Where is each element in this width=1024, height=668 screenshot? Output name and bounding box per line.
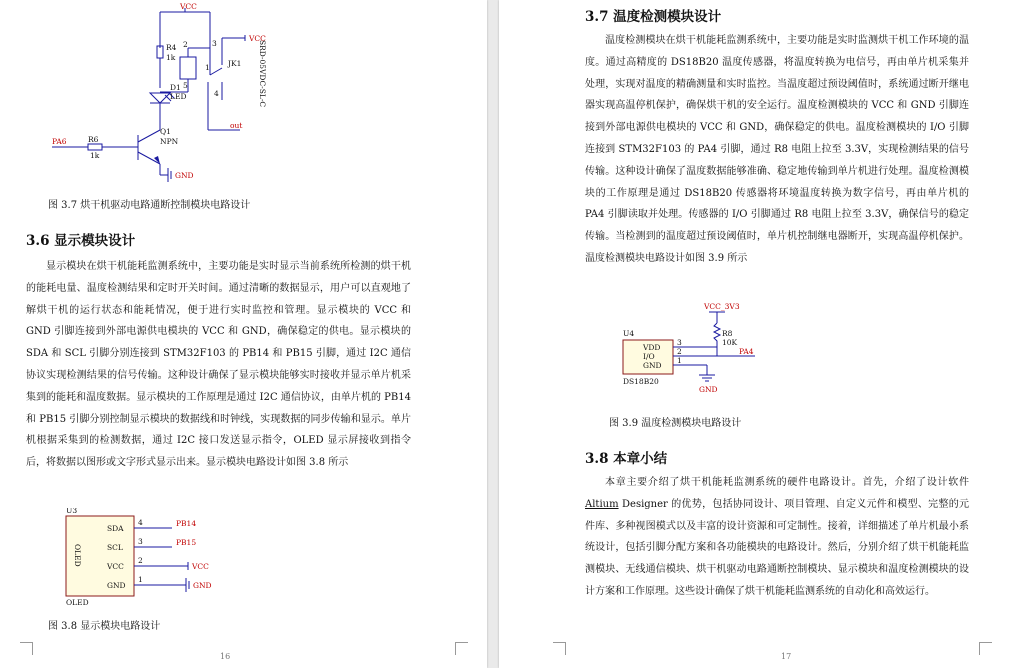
gnd-label: GND (175, 171, 194, 180)
summary-text-start: 本章主要介绍了烘干机能耗监测系统的硬件电路设计。首先，介绍了设计软件 (605, 477, 969, 488)
d1-label: D1 (170, 83, 181, 92)
section37-heading: 3.7 温度检测模块设计 (585, 9, 722, 25)
pin-num-4: 4 (138, 518, 143, 527)
oled-vertical-label: OLED (73, 544, 82, 567)
crop-mark (553, 642, 566, 655)
fig39-caption: 图 3.9 温度检测模块电路设计 (609, 418, 742, 429)
pin-num-1: 1 (138, 575, 143, 584)
pin-5: 5 (183, 81, 188, 90)
pin-4: 4 (214, 89, 219, 98)
page-number: 17 (781, 652, 792, 661)
pin-gnd: GND (643, 361, 662, 370)
gnd-net: GND (193, 581, 212, 590)
r4-label: R4 (166, 43, 177, 52)
pin-sda: SDA (107, 524, 124, 533)
pin-num-3: 3 (138, 537, 143, 546)
section36-paragraph: 显示模块在烘干机能耗监测系统中，主要功能是实时显示当前系统所检测的烘干机的能耗电量、温度检测结果和定时开关时间。通过清晰的数据显示，用户可以直观地了解烘干机的运行状态和能耗情况，便于进行实时监控和管理。显示模块的 VCC 和 GND 引脚连接到外部电源供电模块的 VCC 和 GND，确保稳定的供电。显示模块的 SDA 和 SCL 引脚分别连接到 STM32F103 的 PB14 和 PB15 引脚，通过 I2C 通信协议实现检测结果的信号传输。这种设计确保了显示模块能够实时接收并显示单片机采集到的能耗和温度数据。显示模块的工作原理是通过 I2C 通信协议，由单片机的 PB14 和 PB15 引脚分别控制显示模块的数据线和时钟线，实现数据的同步传输和显示。单片机根据采集到的检测数据，通过 I2C 接口发送显示指令，OLED 显示屏接收到指令后，将数据以图形或文字形式显示出来。显示模块电路设计如图 3.8 所示 (26, 261, 411, 469)
relay-driver-schematic (0, 0, 487, 195)
crop-mark (979, 642, 992, 655)
pb14-net: PB14 (176, 519, 197, 528)
vcc-net: VCC (192, 562, 209, 571)
page-17 (499, 0, 1024, 668)
page-number: 16 (220, 652, 231, 661)
vcc33-net: VCC_3V3 (704, 302, 740, 311)
jk1-label: JK1 (228, 59, 242, 68)
npn-label: NPN (160, 137, 179, 146)
pin-num-1: 1 (677, 356, 682, 365)
ds18b20-schematic (499, 298, 1024, 398)
r6-label: R6 (88, 135, 99, 144)
section38-heading: 3.8 本章小结 (585, 451, 668, 467)
pin-vcc: VCC (107, 562, 124, 571)
section37-paragraph: 温度检测模块在烘干机能耗监测系统中，主要功能是实时监测烘干机工作环境的温度。通过高精度的 DS18B20 温度传感器，将温度转换为电信号，再由单片机采集并处理，实现对温度的精确测量和实时监控。当温度超过预设阈值时，系统通过断开继电器实现高温停机保护，确保烘干机的安全运行。温度检测模块的 VCC 和 GND 引脚连接到外部电源供电模块的 VCC 和 GND，确保稳定的供电。温度检测模块的 I/O 引脚连接到 STM32F103 的 PA4 引脚，通过 R8 电阻上拉至 3.3V，实现检测结果的信号传输。这种设计确保了温度数据能够准确、稳定地传输到单片机进行处理。温度检测模块的工作原理是通过 DS18B20 传感器将环境温度转换为数字信号，再由单片机的 PA4 引脚读取并处理。传感器的 I/O 引脚通过 R8 电阻上拉至 3.3V，确保信号的稳定传输。当检测到的温度超过预设阈值时，单片机控制继电器断开，实现高温停机保护。温度检测模块电路设计如图 3.9 所示 (585, 35, 969, 264)
pin-num-3: 3 (677, 338, 682, 347)
oled-bottom-label: OLED (66, 598, 89, 607)
pa6-label: PA6 (52, 137, 67, 146)
vcc2-label: VCC (249, 34, 266, 43)
u3-label: U3 (66, 508, 78, 515)
summary-text-rest: Designer 的优势，包括协同设计、项目管理、自定义元件和模型、完整的元件库、多种视图模式以及丰富的设计资源和可定制性。接着，详细描述了单片机最小系统设计，包括引脚分配方案和各功能模块的电路设计。然后，分别介绍了烘干机能耗监测模块、无线通信模块、烘干机驱动电路通断控制模块、显示模块和温度检测模块的设计方案和工作原理。这些设计确保了烘干机能耗监测系统的自动化和高效运行。 (585, 498, 969, 597)
page-16 (0, 0, 487, 668)
pb15-net: PB15 (176, 538, 197, 547)
altium-link[interactable]: Altium (585, 498, 619, 510)
section38-paragraph (585, 472, 969, 603)
r6-value: 1k (90, 151, 100, 160)
crop-mark (455, 642, 468, 655)
vcc-label: VCC (180, 2, 197, 11)
r8-value: 10K (722, 338, 738, 347)
pin-scl: SCL (107, 543, 123, 552)
relay-model: SRD-05VDC-SL-C (258, 40, 267, 108)
fig37-caption: 图 3.7 烘干机驱动电路通断控制模块电路设计 (48, 200, 251, 211)
led-label: LED (170, 92, 187, 101)
out-label: out (230, 121, 243, 130)
r8-label: R8 (722, 329, 733, 338)
fig38-caption: 图 3.8 显示模块电路设计 (48, 621, 161, 632)
pa4-net: PA4 (739, 347, 754, 356)
pin-1: 1 (205, 63, 210, 72)
oled-schematic (0, 508, 487, 608)
pin-vdd: VDD (643, 343, 661, 352)
crop-mark (20, 642, 33, 655)
pin-3: 3 (212, 39, 217, 48)
gnd-net: GND (699, 385, 718, 394)
q1-label: Q1 (160, 127, 171, 136)
u4-label: U4 (623, 329, 635, 338)
section36-heading: 3.6 显示模块设计 (26, 233, 136, 249)
r4-value: 1k (166, 53, 176, 62)
pin-gnd: GND (107, 581, 126, 590)
pin-2: 2 (183, 40, 188, 49)
pin-io: I/O (643, 352, 655, 361)
ds18b20-label: DS18B20 (623, 377, 659, 386)
pin-num-2: 2 (677, 347, 682, 356)
pin-num-2: 2 (138, 556, 143, 565)
